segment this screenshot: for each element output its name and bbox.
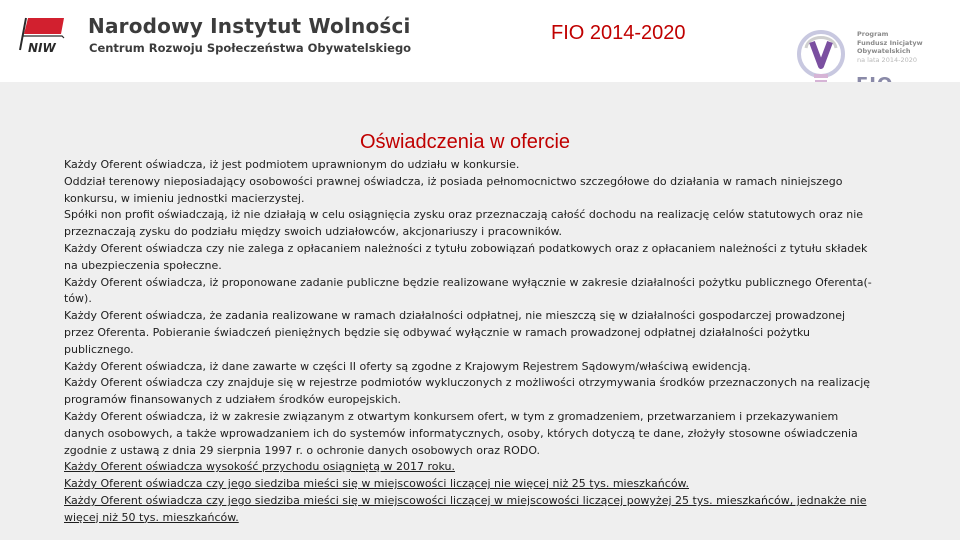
statement-item: Każdy Oferent oświadcza czy znajduje się w rejestrze podmiotów wykluczonych z możliwości otrzymywania środków przeznaczonych na realizację programów finansowanych z udziałem środków europejskich.: [64, 376, 871, 407]
fio-program-label: [857, 30, 923, 64]
statement-item: Każdy Oferent oświadcza czy nie zalega z opłacaniem należności z tytułu zobowiązań podatkowych oraz z opłacaniem należności z tytułu składek na ubezpieczenia społeczne.: [64, 241, 868, 272]
program-period: FIO 2014-2020: [551, 22, 686, 44]
header: [0, 0, 960, 82]
org-subtitle: Centrum Rozwoju Społeczeństwa Obywatelskiego: [89, 41, 412, 55]
fio-program-line: Program: [857, 30, 889, 38]
fio-program-line: Obywatelskich: [857, 47, 911, 56]
statement-item: Każdy Oferent oświadcza, iż jest podmiotem uprawnionym do udziału w konkursie.: [64, 158, 520, 171]
statement-item-underlined: Każdy Oferent oświadcza czy jego siedziba mieści się w miejscowości liczącej nie więcej niż 25 tys. mieszkańców.: [64, 477, 690, 491]
statement-item: Oddział terenowy nieposiadający osobowości prawnej oświadcza, iż posiada pełnomocnictwo szczegółowe do działania w ramach niniejszego konkursu, w imieniu jednostki macierzystej.: [64, 174, 843, 205]
statement-item: Każdy Oferent oświadcza, iż dane zawarte w części II oferty są zgodne z Krajowym Rejestrem Sądowym/właściwą ewidencją.: [64, 359, 751, 373]
statement-item: Spółki non profit oświadczają, iż nie działają w celu osiągnięcia zysku oraz przeznaczają całość dochodu na realizację celów statutowych oraz nie przeznaczają zysku do podziału między swoich udziałowców, akcjonariuszy i pracowników.: [64, 208, 864, 239]
statement-item-underlined: Każdy Oferent oświadcza wysokość przychodu osiągniętą w 2017 roku.: [64, 460, 455, 474]
fio-program-line: na lata 2014-2020: [857, 55, 917, 64]
slide-title: Oświadczenia w ofercie: [359, 131, 571, 153]
niw-flag-logo: [14, 14, 74, 58]
fio-program-line: Fundusz Inicjatyw: [857, 38, 923, 47]
statement-list: [64, 157, 872, 527]
statement-item: Każdy Oferent oświadcza, że zadania realizowane w ramach działalności odpłatnej, nie mieszczą się w działalności gospodarczej prowadzonej przez Oferenta. Pobieranie świadczeń pieniężnych będzie się odbywać wyłącznie w ramach prowadzonej odpłatnej działalności pożytku publicznego.: [64, 309, 846, 356]
statement-item-underlined: Każdy Oferent oświadcza czy jego siedziba mieści się w miejscowości liczącej w miejscowości liczącej powyżej 25 tys. mieszkańców, jednakże nie więcej niż 50 tys. mieszkańców.: [64, 493, 867, 524]
statement-item: Każdy Oferent oświadcza, iż w zakresie związanym z otwartym konkursem ofert, w tym z gromadzeniem, przetwarzaniem i przekazywaniem danych osobowych, a także wprowadzaniem ich do systemów informatycznych, osoby, których dotyczą te dane, złożyły stosowne oświadczenia zgodnie z ustawą z dnia 29 sierpnia 1997 r. o ochronie danych osobowych oraz RODO.: [64, 409, 858, 457]
logo-text: NIW: [28, 41, 56, 55]
org-name: Narodowy Instytut Wolności: [88, 14, 411, 38]
statement-item: Każdy Oferent oświadcza, iż proponowane zadanie publiczne będzie realizowane wyłącznie w zakresie działalności pożytku publicznego Oferenta(-tów).: [64, 275, 872, 306]
